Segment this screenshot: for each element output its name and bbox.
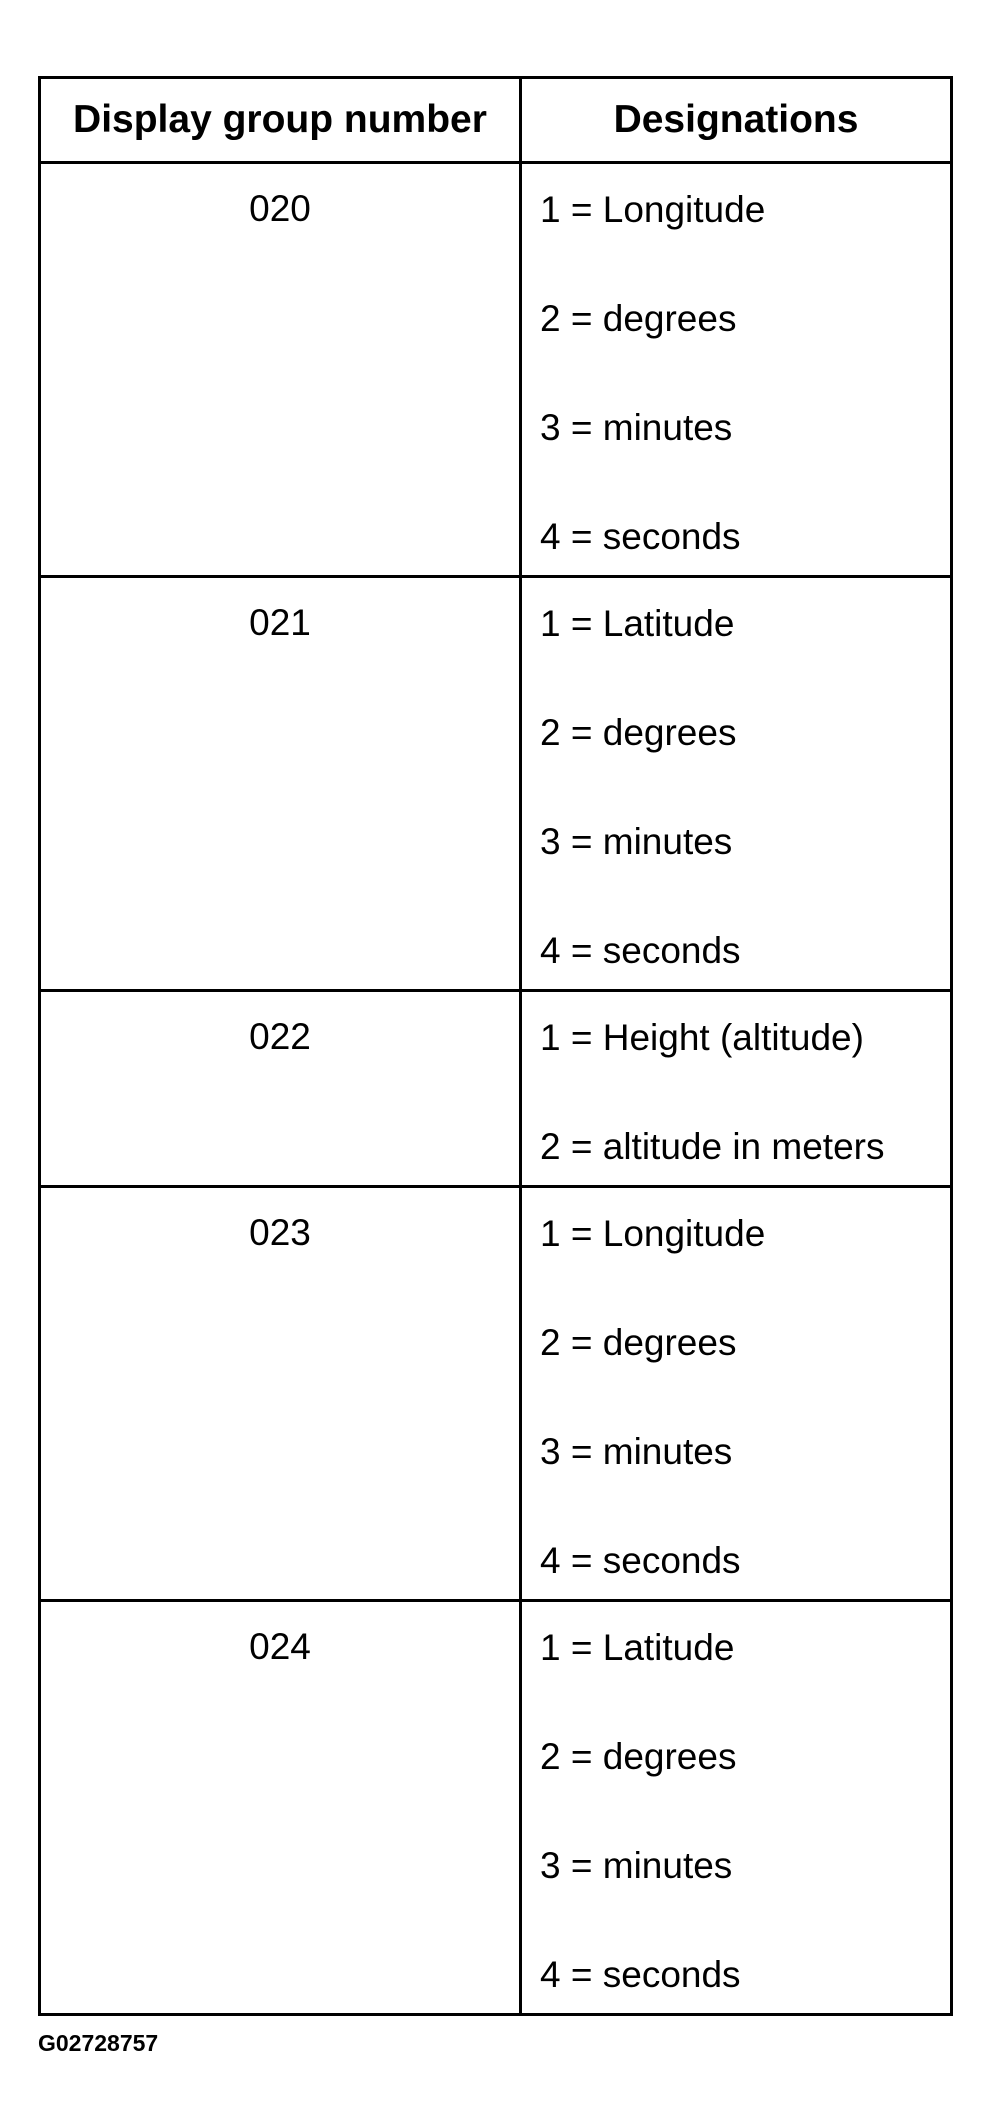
designation-line: 4 = seconds <box>540 1954 741 1995</box>
group-number-cell: 024 <box>41 1602 522 2013</box>
figure-code: G02728757 <box>38 2030 159 2056</box>
group-number-cell: 021 <box>41 578 522 989</box>
designation-line: 2 = degrees <box>540 1736 737 1777</box>
designation-line: 1 = Height (altitude) <box>540 1017 864 1058</box>
designation-line: 1 = Longitude <box>540 189 766 230</box>
header-display-group-number: Display group number <box>41 79 522 161</box>
designation-line: 1 = Latitude <box>540 1627 735 1668</box>
designation-line: 2 = degrees <box>540 712 737 753</box>
designations-cell <box>522 992 950 1185</box>
table-header-row <box>41 79 950 161</box>
designation-line: 2 = altitude in meters <box>540 1126 885 1167</box>
group-number-cell: 022 <box>41 992 522 1185</box>
designations-cell <box>522 1602 950 2013</box>
designation-line: 1 = Latitude <box>540 603 735 644</box>
designation-line: 3 = minutes <box>540 1431 733 1472</box>
designation-line: 1 = Longitude <box>540 1213 766 1254</box>
designations-cell <box>522 1188 950 1599</box>
header-designations: Designations <box>613 98 859 141</box>
group-number-cell: 023 <box>41 1188 522 1599</box>
designations-cell <box>522 164 950 575</box>
display-group-table <box>38 76 953 2016</box>
table-row <box>41 989 950 1185</box>
designation-line: 4 = seconds <box>540 1540 741 1581</box>
table-row <box>41 1599 950 2013</box>
table-row <box>41 575 950 989</box>
designation-line: 2 = degrees <box>540 1322 737 1363</box>
designations-cell <box>522 578 950 989</box>
group-number-cell: 020 <box>41 164 522 575</box>
designation-line: 2 = degrees <box>540 298 737 339</box>
designation-line: 3 = minutes <box>540 821 733 862</box>
table-row <box>41 1185 950 1599</box>
designation-line: 4 = seconds <box>540 516 741 557</box>
designation-line: 4 = seconds <box>540 930 741 971</box>
designation-line: 3 = minutes <box>540 407 733 448</box>
designation-line: 3 = minutes <box>540 1845 733 1886</box>
table-row <box>41 161 950 575</box>
